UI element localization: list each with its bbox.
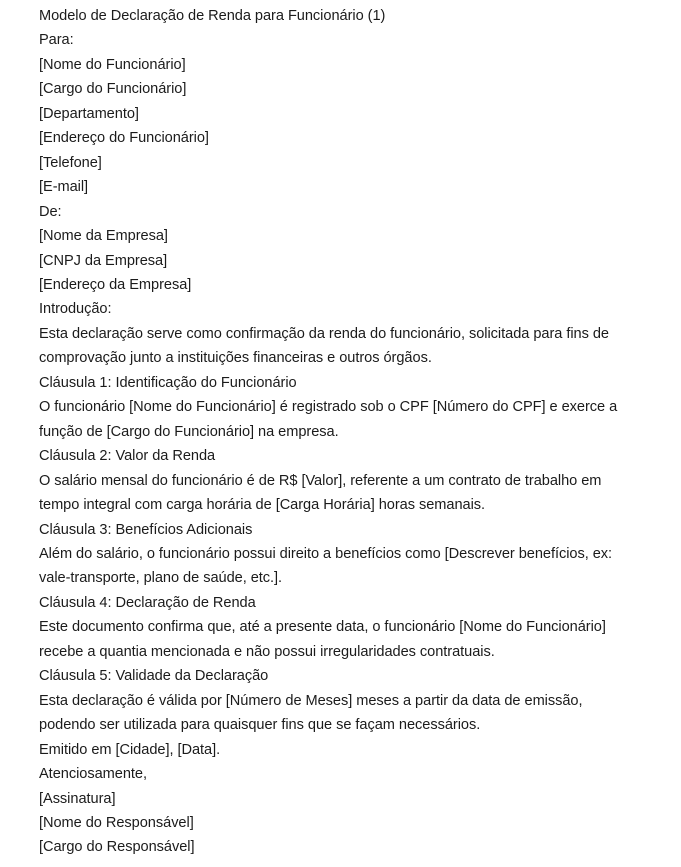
- document-line-employee-address: [Endereço do Funcionário]: [39, 130, 209, 147]
- document-line-para-label: Para:: [39, 32, 74, 49]
- document-line-clause-2-body: O salário mensal do funcionário é de R$ [Valor], referente a um contrato de trabalho em tempo integral com carga horária de [Carga Horária] horas semanais.: [39, 472, 602, 514]
- document-line-clause-4-body: Este documento confirma que, até a presente data, o funcionário [Nome do Funcionário] recebe a quantia mencionada e não possui irregularidades contratuais.: [39, 619, 606, 660]
- document-line-clause-5-heading: Cláusula 5: Validade da Declaração: [39, 668, 269, 685]
- document-line-clause-4-heading: Cláusula 4: Declaração de Renda: [39, 594, 256, 611]
- document-line-clause-1-heading: Cláusula 1: Identificação do Funcionário: [39, 374, 297, 391]
- document-line-company-cnpj: [CNPJ da Empresa]: [39, 252, 168, 269]
- document-line-phone: [Telefone]: [39, 154, 102, 171]
- document-line-de-label: De:: [39, 203, 62, 220]
- document-line-employee-name: [Nome do Funcionário]: [39, 56, 186, 73]
- document-line-department: [Departamento]: [39, 105, 139, 122]
- document-line-clause-3-body: Além do salário, o funcionário possui direito a benefícios como [Descrever benefícios, ex: vale-transporte, plano de saúde, etc.].: [39, 545, 613, 587]
- document-line-clause-2-heading: Cláusula 2: Valor da Renda: [39, 448, 216, 465]
- document-line-introduction-heading: Introdução:: [39, 301, 112, 318]
- document-line-issued-at: Emitido em [Cidade], [Data].: [39, 741, 221, 758]
- document-line-clause-5-body: Esta declaração é válida por [Número de Meses] meses a partir da data de emissão, podendo ser utilizada para quaisquer fins que se façam necessários.: [39, 692, 583, 734]
- document-line-company-address: [Endereço da Empresa]: [39, 276, 192, 293]
- document-line-title: Modelo de Declaração de Renda para Funcionário (1): [39, 8, 386, 24]
- document-line-closing-salutation: Atenciosamente,: [39, 766, 147, 783]
- document-line-responsible-role: [Cargo do Responsável]: [39, 839, 195, 856]
- document-line-company-name: [Nome da Empresa]: [39, 228, 168, 245]
- document-line-clause-3-heading: Cláusula 3: Benefícios Adicionais: [39, 521, 253, 538]
- document-line-signature: [Assinatura]: [39, 790, 116, 807]
- document-text-container: [39, 4, 641, 860]
- document-line-email: [E-mail]: [39, 179, 89, 196]
- document-line-employee-role: [Cargo do Funcionário]: [39, 81, 187, 98]
- document-line-introduction-body: Esta declaração serve como confirmação da renda do funcionário, solicitada para fins de comprovação junto a instituições financeiras e outros órgãos.: [39, 325, 609, 367]
- document-line-responsible-name: [Nome do Responsável]: [39, 814, 194, 831]
- document-line-clause-1-body: O funcionário [Nome do Funcionário] é registrado sob o CPF [Número do CPF] e exerce a função de [Cargo do Funcionário] na empresa.: [39, 399, 618, 440]
